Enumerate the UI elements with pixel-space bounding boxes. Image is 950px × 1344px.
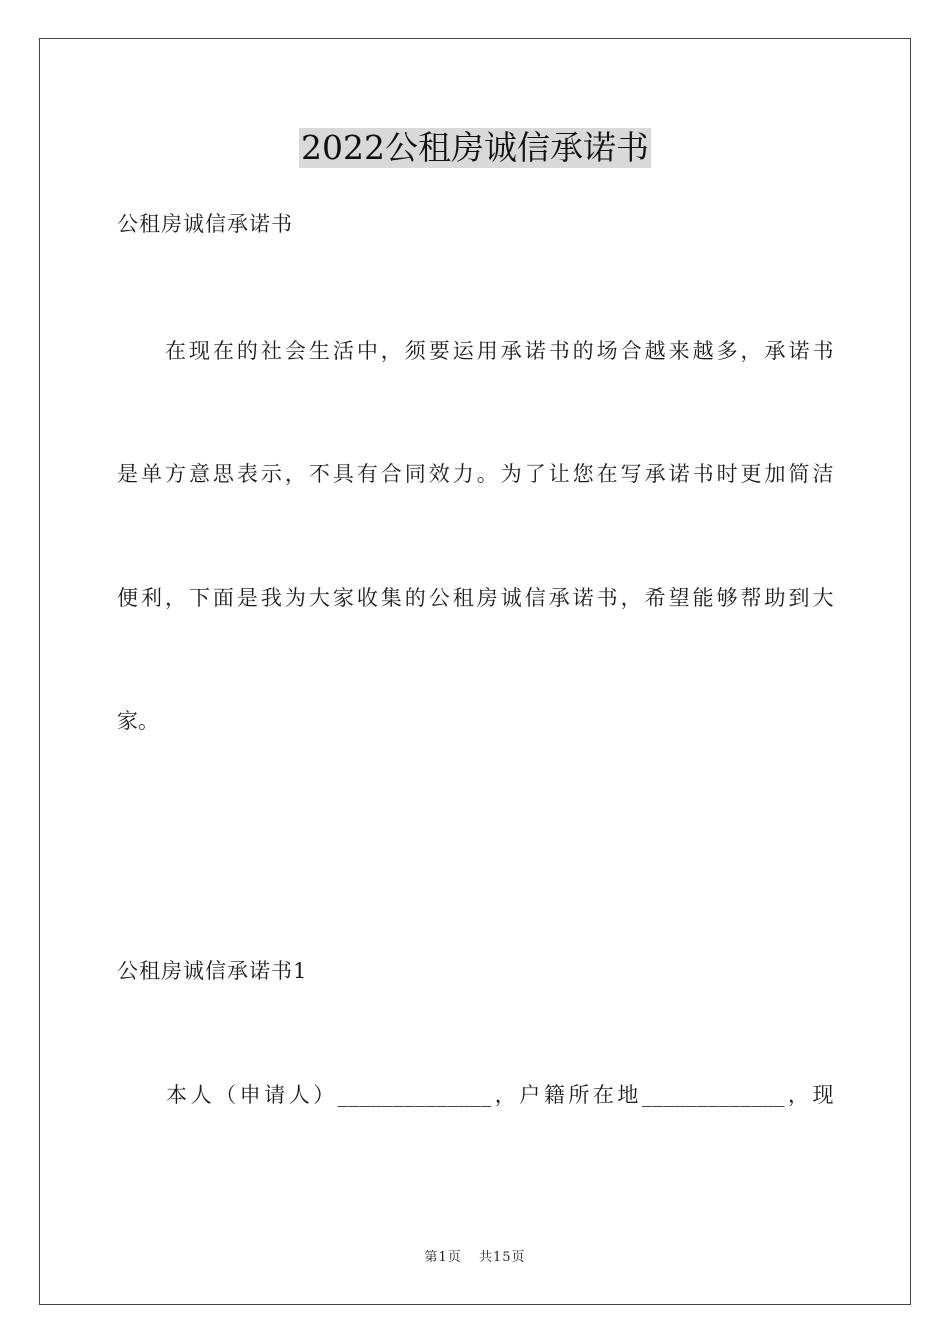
paragraph-line-2: 是单方意思表示，不具有合同效力。为了让您在写承诺书时更加简洁 [117, 462, 834, 486]
document-title: 2022公租房诚信承诺书 [301, 128, 649, 167]
paragraph-line-4: 家。 [117, 709, 159, 733]
section-heading: 公租房诚信承诺书1 [117, 959, 308, 983]
paragraph-line-3: 便利，下面是我为大家收集的公租房诚信承诺书，希望能够帮助到大 [117, 586, 834, 610]
page-total-label: 共15页 [478, 1250, 526, 1265]
body-line-1: 本人（申请人）______________，户籍所在地_____________，现 [117, 1083, 834, 1107]
page-footer [0, 1246, 950, 1265]
paragraph-line-1: 在现在的社会生活中，须要运用承诺书的场合越来越多，承诺书 [117, 339, 834, 363]
document-subtitle: 公租房诚信承诺书 [117, 212, 293, 236]
title-container [0, 128, 950, 168]
page-number-label: 第1页 [424, 1250, 462, 1265]
